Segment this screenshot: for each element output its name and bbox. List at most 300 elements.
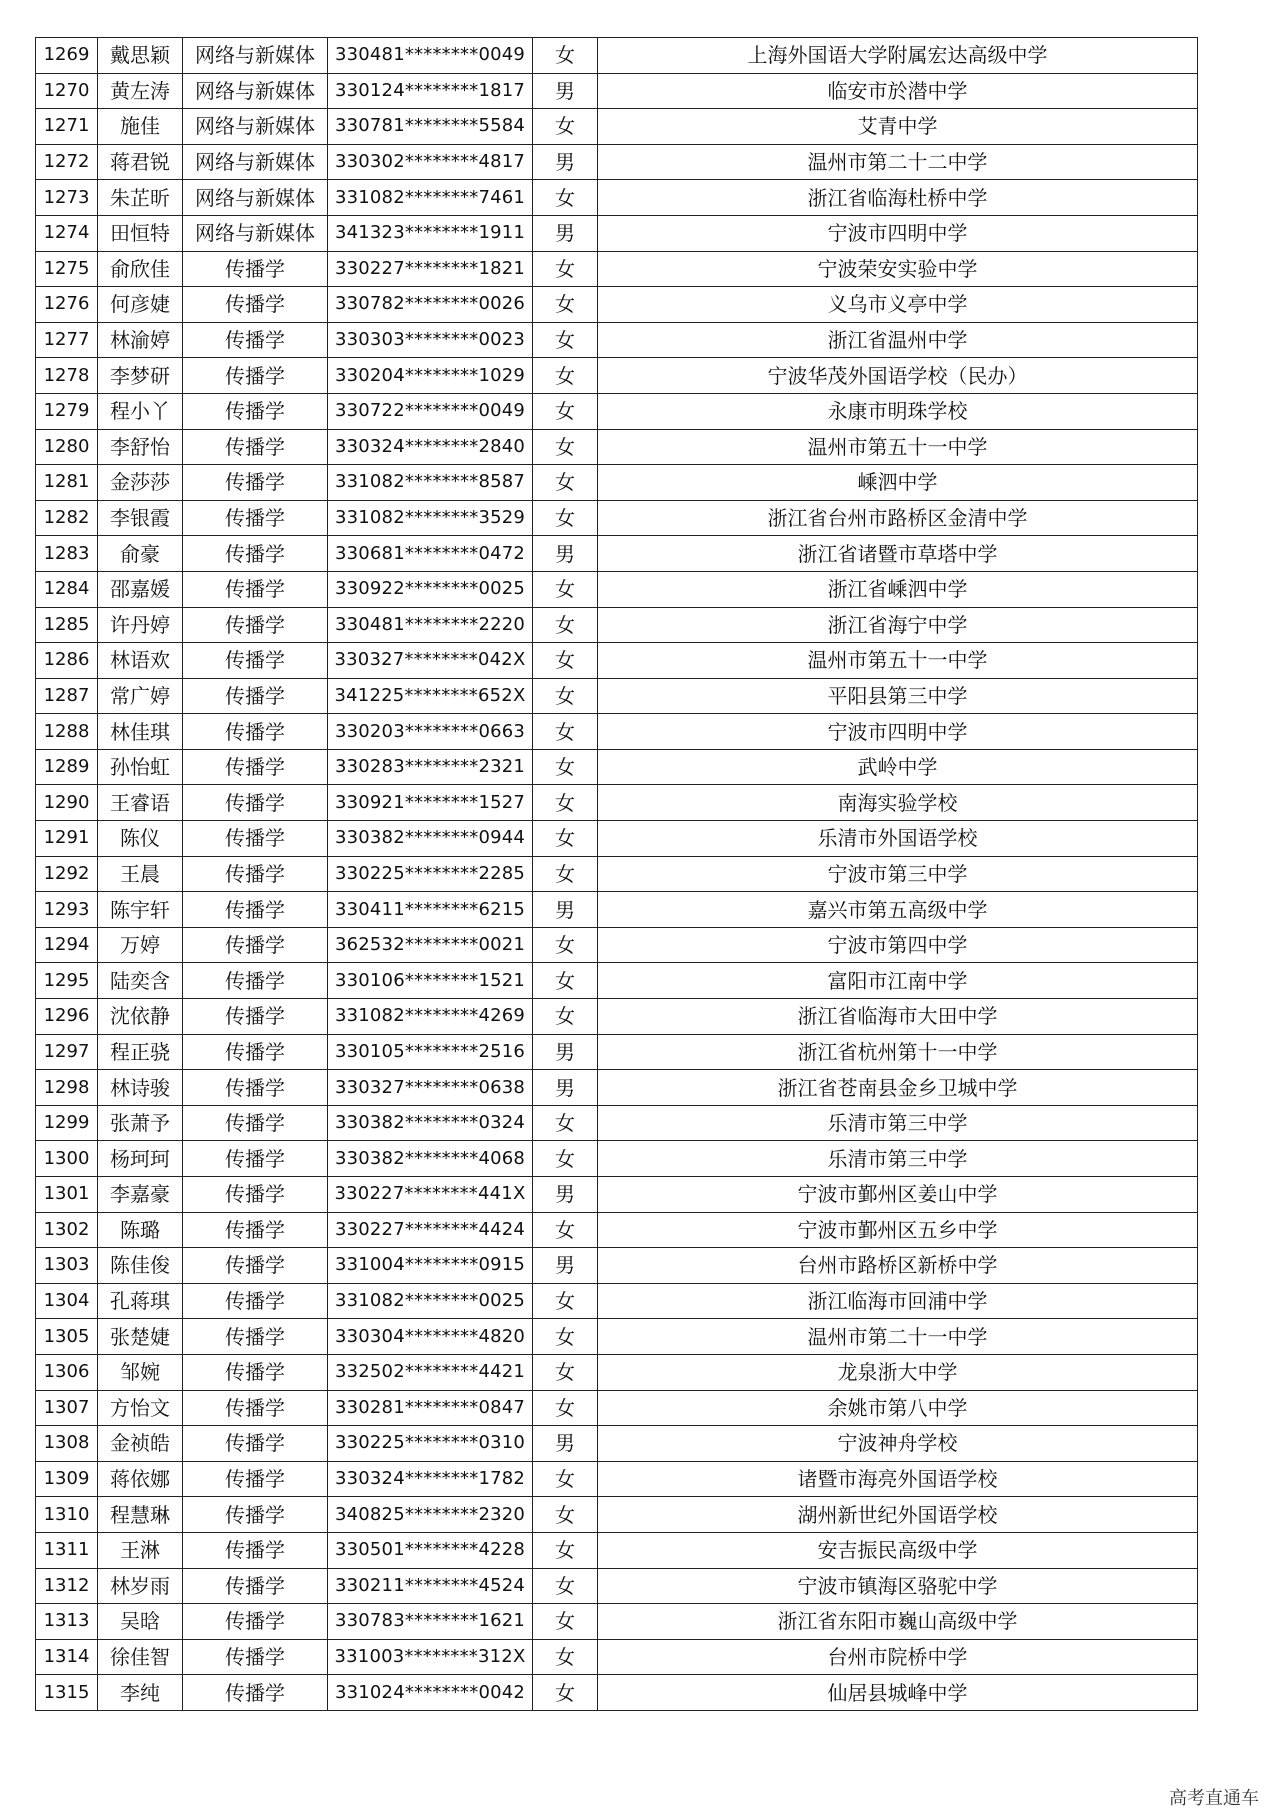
gender-cell: 女 <box>533 287 598 323</box>
id-number-cell: 330922********0025 <box>328 571 533 607</box>
student-name-cell: 林诗骏 <box>98 1070 183 1106</box>
gender-cell: 女 <box>533 785 598 821</box>
student-name-cell: 戴思颖 <box>98 38 183 74</box>
school-cell: 台州市路桥区新桥中学 <box>598 1248 1198 1284</box>
school-cell: 浙江省台州市路桥区金清中学 <box>598 500 1198 536</box>
major-cell: 传播学 <box>183 927 328 963</box>
major-cell: 网络与新媒体 <box>183 215 328 251</box>
table-row <box>36 856 1198 892</box>
major-cell: 传播学 <box>183 1283 328 1319</box>
id-number-cell: 330382********0944 <box>328 821 533 857</box>
serial-number-cell: 1272 <box>36 144 98 180</box>
table-row <box>36 500 1198 536</box>
serial-number-cell: 1294 <box>36 927 98 963</box>
school-cell: 宁波荣安实验中学 <box>598 251 1198 287</box>
table-row <box>36 465 1198 501</box>
id-number-cell: 330106********1521 <box>328 963 533 999</box>
major-cell: 传播学 <box>183 500 328 536</box>
serial-number-cell: 1273 <box>36 180 98 216</box>
school-cell: 嵊泗中学 <box>598 465 1198 501</box>
serial-number-cell: 1285 <box>36 607 98 643</box>
school-cell: 宁波市四明中学 <box>598 215 1198 251</box>
id-number-cell: 331082********8587 <box>328 465 533 501</box>
major-cell: 传播学 <box>183 821 328 857</box>
major-cell: 传播学 <box>183 678 328 714</box>
id-number-cell: 331004********0915 <box>328 1248 533 1284</box>
student-name-cell: 施佳 <box>98 109 183 145</box>
school-cell: 温州市第五十一中学 <box>598 429 1198 465</box>
id-number-cell: 341323********1911 <box>328 215 533 251</box>
student-name-cell: 邹婉 <box>98 1354 183 1390</box>
gender-cell: 女 <box>533 1639 598 1675</box>
id-number-cell: 331024********0042 <box>328 1675 533 1711</box>
gender-cell: 男 <box>533 1177 598 1213</box>
table-row <box>36 1177 1198 1213</box>
id-number-cell: 330382********0324 <box>328 1105 533 1141</box>
student-name-cell: 王淋 <box>98 1532 183 1568</box>
gender-cell: 女 <box>533 749 598 785</box>
id-number-cell: 331082********0025 <box>328 1283 533 1319</box>
major-cell: 传播学 <box>183 1177 328 1213</box>
major-cell: 网络与新媒体 <box>183 109 328 145</box>
school-cell: 宁波华茂外国语学校（民办） <box>598 358 1198 394</box>
school-cell: 富阳市江南中学 <box>598 963 1198 999</box>
school-cell: 宁波市鄞州区姜山中学 <box>598 1177 1198 1213</box>
serial-number-cell: 1304 <box>36 1283 98 1319</box>
gender-cell: 男 <box>533 1034 598 1070</box>
major-cell: 传播学 <box>183 1248 328 1284</box>
id-number-cell: 330227********4424 <box>328 1212 533 1248</box>
roster-body <box>36 38 1198 1711</box>
serial-number-cell: 1302 <box>36 1212 98 1248</box>
school-cell: 临安市於潜中学 <box>598 73 1198 109</box>
school-cell: 温州市第二十一中学 <box>598 1319 1198 1355</box>
student-name-cell: 林语欢 <box>98 643 183 679</box>
serial-number-cell: 1284 <box>36 571 98 607</box>
id-number-cell: 330782********0026 <box>328 287 533 323</box>
major-cell: 传播学 <box>183 1675 328 1711</box>
student-name-cell: 陈宇轩 <box>98 892 183 928</box>
student-name-cell: 张楚婕 <box>98 1319 183 1355</box>
gender-cell: 女 <box>533 500 598 536</box>
student-name-cell: 陆奕含 <box>98 963 183 999</box>
student-name-cell: 沈依静 <box>98 999 183 1035</box>
id-number-cell: 330204********1029 <box>328 358 533 394</box>
school-cell: 仙居县城峰中学 <box>598 1675 1198 1711</box>
serial-number-cell: 1286 <box>36 643 98 679</box>
school-cell: 上海外国语大学附属宏达高级中学 <box>598 38 1198 74</box>
serial-number-cell: 1280 <box>36 429 98 465</box>
table-row <box>36 1461 1198 1497</box>
table-row <box>36 963 1198 999</box>
id-number-cell: 331082********7461 <box>328 180 533 216</box>
gender-cell: 男 <box>533 1070 598 1106</box>
major-cell: 传播学 <box>183 1105 328 1141</box>
id-number-cell: 330327********0638 <box>328 1070 533 1106</box>
student-name-cell: 王睿语 <box>98 785 183 821</box>
id-number-cell: 330327********042X <box>328 643 533 679</box>
major-cell: 网络与新媒体 <box>183 73 328 109</box>
school-cell: 浙江临海市回浦中学 <box>598 1283 1198 1319</box>
gender-cell: 女 <box>533 1212 598 1248</box>
major-cell: 传播学 <box>183 1354 328 1390</box>
serial-number-cell: 1305 <box>36 1319 98 1355</box>
major-cell: 传播学 <box>183 714 328 750</box>
table-row <box>36 1675 1198 1711</box>
table-row <box>36 892 1198 928</box>
school-cell: 宁波市四明中学 <box>598 714 1198 750</box>
school-cell: 南海实验学校 <box>598 785 1198 821</box>
serial-number-cell: 1309 <box>36 1461 98 1497</box>
serial-number-cell: 1311 <box>36 1532 98 1568</box>
watermark-text: 高考直通车 <box>1169 1788 1259 1809</box>
major-cell: 传播学 <box>183 1497 328 1533</box>
table-row <box>36 678 1198 714</box>
student-name-cell: 许丹婷 <box>98 607 183 643</box>
table-row <box>36 1604 1198 1640</box>
school-cell: 诸暨市海亮外国语学校 <box>598 1461 1198 1497</box>
serial-number-cell: 1300 <box>36 1141 98 1177</box>
major-cell: 传播学 <box>183 1141 328 1177</box>
id-number-cell: 330211********4524 <box>328 1568 533 1604</box>
school-cell: 宁波市鄞州区五乡中学 <box>598 1212 1198 1248</box>
id-number-cell: 330781********5584 <box>328 109 533 145</box>
table-row <box>36 999 1198 1035</box>
gender-cell: 女 <box>533 999 598 1035</box>
serial-number-cell: 1307 <box>36 1390 98 1426</box>
id-number-cell: 330225********0310 <box>328 1426 533 1462</box>
gender-cell: 男 <box>533 215 598 251</box>
table-row <box>36 571 1198 607</box>
major-cell: 传播学 <box>183 1568 328 1604</box>
student-name-cell: 孙怡虹 <box>98 749 183 785</box>
student-name-cell: 田恒特 <box>98 215 183 251</box>
student-name-cell: 林岁雨 <box>98 1568 183 1604</box>
gender-cell: 女 <box>533 927 598 963</box>
id-number-cell: 340825********2320 <box>328 1497 533 1533</box>
major-cell: 传播学 <box>183 287 328 323</box>
student-name-cell: 张萧予 <box>98 1105 183 1141</box>
school-cell: 浙江省温州中学 <box>598 322 1198 358</box>
serial-number-cell: 1287 <box>36 678 98 714</box>
gender-cell: 女 <box>533 1532 598 1568</box>
major-cell: 网络与新媒体 <box>183 38 328 74</box>
serial-number-cell: 1279 <box>36 393 98 429</box>
student-name-cell: 金祯皓 <box>98 1426 183 1462</box>
student-name-cell: 程慧琳 <box>98 1497 183 1533</box>
student-name-cell: 林渝婷 <box>98 322 183 358</box>
student-name-cell: 李银霞 <box>98 500 183 536</box>
gender-cell: 男 <box>533 536 598 572</box>
gender-cell: 男 <box>533 144 598 180</box>
gender-cell: 女 <box>533 1141 598 1177</box>
table-row <box>36 1070 1198 1106</box>
table-row <box>36 1532 1198 1568</box>
id-number-cell: 330681********0472 <box>328 536 533 572</box>
student-name-cell: 俞豪 <box>98 536 183 572</box>
school-cell: 武岭中学 <box>598 749 1198 785</box>
serial-number-cell: 1293 <box>36 892 98 928</box>
student-name-cell: 李纯 <box>98 1675 183 1711</box>
table-row <box>36 1248 1198 1284</box>
major-cell: 传播学 <box>183 856 328 892</box>
serial-number-cell: 1306 <box>36 1354 98 1390</box>
serial-number-cell: 1308 <box>36 1426 98 1462</box>
table-row <box>36 180 1198 216</box>
school-cell: 温州市第二十二中学 <box>598 144 1198 180</box>
major-cell: 传播学 <box>183 1319 328 1355</box>
major-cell: 传播学 <box>183 999 328 1035</box>
student-name-cell: 孔蒋琪 <box>98 1283 183 1319</box>
student-name-cell: 朱芷昕 <box>98 180 183 216</box>
student-name-cell: 吴晗 <box>98 1604 183 1640</box>
id-number-cell: 330411********6215 <box>328 892 533 928</box>
table-row <box>36 785 1198 821</box>
serial-number-cell: 1277 <box>36 322 98 358</box>
id-number-cell: 330227********441X <box>328 1177 533 1213</box>
school-cell: 浙江省苍南县金乡卫城中学 <box>598 1070 1198 1106</box>
student-name-cell: 蒋君锐 <box>98 144 183 180</box>
major-cell: 传播学 <box>183 571 328 607</box>
gender-cell: 男 <box>533 73 598 109</box>
id-number-cell: 330921********1527 <box>328 785 533 821</box>
serial-number-cell: 1312 <box>36 1568 98 1604</box>
school-cell: 湖州新世纪外国语学校 <box>598 1497 1198 1533</box>
table-row <box>36 144 1198 180</box>
serial-number-cell: 1301 <box>36 1177 98 1213</box>
id-number-cell: 330324********2840 <box>328 429 533 465</box>
serial-number-cell: 1314 <box>36 1639 98 1675</box>
serial-number-cell: 1290 <box>36 785 98 821</box>
school-cell: 乐清市第三中学 <box>598 1105 1198 1141</box>
school-cell: 余姚市第八中学 <box>598 1390 1198 1426</box>
student-name-cell: 李梦研 <box>98 358 183 394</box>
gender-cell: 女 <box>533 322 598 358</box>
gender-cell: 女 <box>533 571 598 607</box>
school-cell: 浙江省诸暨市草塔中学 <box>598 536 1198 572</box>
id-number-cell: 330281********0847 <box>328 1390 533 1426</box>
gender-cell: 女 <box>533 393 598 429</box>
major-cell: 传播学 <box>183 393 328 429</box>
serial-number-cell: 1269 <box>36 38 98 74</box>
student-name-cell: 李舒怡 <box>98 429 183 465</box>
student-name-cell: 杨珂珂 <box>98 1141 183 1177</box>
school-cell: 温州市第五十一中学 <box>598 643 1198 679</box>
gender-cell: 女 <box>533 109 598 145</box>
serial-number-cell: 1310 <box>36 1497 98 1533</box>
serial-number-cell: 1281 <box>36 465 98 501</box>
serial-number-cell: 1291 <box>36 821 98 857</box>
major-cell: 传播学 <box>183 1426 328 1462</box>
id-number-cell: 341225********652X <box>328 678 533 714</box>
id-number-cell: 330303********0023 <box>328 322 533 358</box>
id-number-cell: 330783********1621 <box>328 1604 533 1640</box>
gender-cell: 女 <box>533 821 598 857</box>
gender-cell: 女 <box>533 180 598 216</box>
school-cell: 宁波市第三中学 <box>598 856 1198 892</box>
table-row <box>36 607 1198 643</box>
gender-cell: 女 <box>533 607 598 643</box>
id-number-cell: 331003********312X <box>328 1639 533 1675</box>
student-name-cell: 陈仪 <box>98 821 183 857</box>
school-cell: 乐清市第三中学 <box>598 1141 1198 1177</box>
gender-cell: 女 <box>533 358 598 394</box>
table-row <box>36 109 1198 145</box>
gender-cell: 女 <box>533 1461 598 1497</box>
serial-number-cell: 1297 <box>36 1034 98 1070</box>
table-row <box>36 1568 1198 1604</box>
gender-cell: 女 <box>533 1283 598 1319</box>
gender-cell: 女 <box>533 963 598 999</box>
table-row <box>36 322 1198 358</box>
school-cell: 浙江省杭州第十一中学 <box>598 1034 1198 1070</box>
student-name-cell: 林佳琪 <box>98 714 183 750</box>
id-number-cell: 330304********4820 <box>328 1319 533 1355</box>
table-row <box>36 821 1198 857</box>
student-name-cell: 常广婷 <box>98 678 183 714</box>
gender-cell: 女 <box>533 643 598 679</box>
school-cell: 宁波市镇海区骆驼中学 <box>598 1568 1198 1604</box>
table-row <box>36 1497 1198 1533</box>
student-name-cell: 俞欣佳 <box>98 251 183 287</box>
student-name-cell: 蒋依娜 <box>98 1461 183 1497</box>
gender-cell: 男 <box>533 1248 598 1284</box>
student-name-cell: 黄左涛 <box>98 73 183 109</box>
id-number-cell: 330382********4068 <box>328 1141 533 1177</box>
serial-number-cell: 1274 <box>36 215 98 251</box>
gender-cell: 女 <box>533 1497 598 1533</box>
table-row <box>36 393 1198 429</box>
id-number-cell: 330302********4817 <box>328 144 533 180</box>
school-cell: 艾青中学 <box>598 109 1198 145</box>
id-number-cell: 330203********0663 <box>328 714 533 750</box>
id-number-cell: 330225********2285 <box>328 856 533 892</box>
major-cell: 传播学 <box>183 643 328 679</box>
gender-cell: 女 <box>533 1604 598 1640</box>
student-name-cell: 方怡文 <box>98 1390 183 1426</box>
table-row <box>36 1639 1198 1675</box>
serial-number-cell: 1295 <box>36 963 98 999</box>
student-name-cell: 陈佳俊 <box>98 1248 183 1284</box>
gender-cell: 女 <box>533 251 598 287</box>
table-row <box>36 1034 1198 1070</box>
school-cell: 浙江省海宁中学 <box>598 607 1198 643</box>
gender-cell: 女 <box>533 678 598 714</box>
id-number-cell: 331082********3529 <box>328 500 533 536</box>
gender-cell: 女 <box>533 1319 598 1355</box>
student-name-cell: 万婷 <box>98 927 183 963</box>
gender-cell: 女 <box>533 1390 598 1426</box>
serial-number-cell: 1282 <box>36 500 98 536</box>
table-row <box>36 358 1198 394</box>
id-number-cell: 330105********2516 <box>328 1034 533 1070</box>
major-cell: 网络与新媒体 <box>183 180 328 216</box>
id-number-cell: 330481********0049 <box>328 38 533 74</box>
student-name-cell: 金莎莎 <box>98 465 183 501</box>
student-name-cell: 徐佳智 <box>98 1639 183 1675</box>
gender-cell: 男 <box>533 1426 598 1462</box>
school-cell: 永康市明珠学校 <box>598 393 1198 429</box>
student-name-cell: 何彦婕 <box>98 287 183 323</box>
table-row <box>36 714 1198 750</box>
table-row <box>36 1426 1198 1462</box>
table-row <box>36 1141 1198 1177</box>
school-cell: 安吉振民高级中学 <box>598 1532 1198 1568</box>
table-row <box>36 1283 1198 1319</box>
serial-number-cell: 1296 <box>36 999 98 1035</box>
table-row <box>36 1319 1198 1355</box>
gender-cell: 女 <box>533 856 598 892</box>
table-row <box>36 749 1198 785</box>
table-row <box>36 1212 1198 1248</box>
school-cell: 平阳县第三中学 <box>598 678 1198 714</box>
table-row <box>36 73 1198 109</box>
major-cell: 传播学 <box>183 1070 328 1106</box>
student-name-cell: 王晨 <box>98 856 183 892</box>
table-row <box>36 251 1198 287</box>
major-cell: 传播学 <box>183 1212 328 1248</box>
major-cell: 传播学 <box>183 322 328 358</box>
major-cell: 传播学 <box>183 536 328 572</box>
table-row <box>36 429 1198 465</box>
gender-cell: 男 <box>533 892 598 928</box>
serial-number-cell: 1270 <box>36 73 98 109</box>
major-cell: 传播学 <box>183 1034 328 1070</box>
school-cell: 嘉兴市第五高级中学 <box>598 892 1198 928</box>
gender-cell: 女 <box>533 429 598 465</box>
table-row <box>36 1105 1198 1141</box>
serial-number-cell: 1292 <box>36 856 98 892</box>
school-cell: 乐清市外国语学校 <box>598 821 1198 857</box>
major-cell: 传播学 <box>183 749 328 785</box>
id-number-cell: 330324********1782 <box>328 1461 533 1497</box>
student-name-cell: 李嘉豪 <box>98 1177 183 1213</box>
major-cell: 传播学 <box>183 892 328 928</box>
major-cell: 传播学 <box>183 251 328 287</box>
serial-number-cell: 1271 <box>36 109 98 145</box>
school-cell: 浙江省东阳市巍山高级中学 <box>598 1604 1198 1640</box>
major-cell: 传播学 <box>183 1639 328 1675</box>
serial-number-cell: 1313 <box>36 1604 98 1640</box>
gender-cell: 女 <box>533 1354 598 1390</box>
id-number-cell: 332502********4421 <box>328 1354 533 1390</box>
gender-cell: 女 <box>533 38 598 74</box>
gender-cell: 女 <box>533 1105 598 1141</box>
major-cell: 传播学 <box>183 429 328 465</box>
school-cell: 义乌市义亭中学 <box>598 287 1198 323</box>
id-number-cell: 330722********0049 <box>328 393 533 429</box>
table-row <box>36 215 1198 251</box>
major-cell: 传播学 <box>183 963 328 999</box>
student-name-cell: 程小丫 <box>98 393 183 429</box>
id-number-cell: 330501********4228 <box>328 1532 533 1568</box>
table-row <box>36 536 1198 572</box>
serial-number-cell: 1315 <box>36 1675 98 1711</box>
gender-cell: 女 <box>533 465 598 501</box>
student-name-cell: 陈璐 <box>98 1212 183 1248</box>
id-number-cell: 330227********1821 <box>328 251 533 287</box>
student-name-cell: 邵嘉媛 <box>98 571 183 607</box>
school-cell: 浙江省临海杜桥中学 <box>598 180 1198 216</box>
id-number-cell: 331082********4269 <box>328 999 533 1035</box>
serial-number-cell: 1283 <box>36 536 98 572</box>
school-cell: 龙泉浙大中学 <box>598 1354 1198 1390</box>
school-cell: 台州市院桥中学 <box>598 1639 1198 1675</box>
serial-number-cell: 1298 <box>36 1070 98 1106</box>
gender-cell: 女 <box>533 714 598 750</box>
major-cell: 传播学 <box>183 358 328 394</box>
school-cell: 浙江省嵊泗中学 <box>598 571 1198 607</box>
